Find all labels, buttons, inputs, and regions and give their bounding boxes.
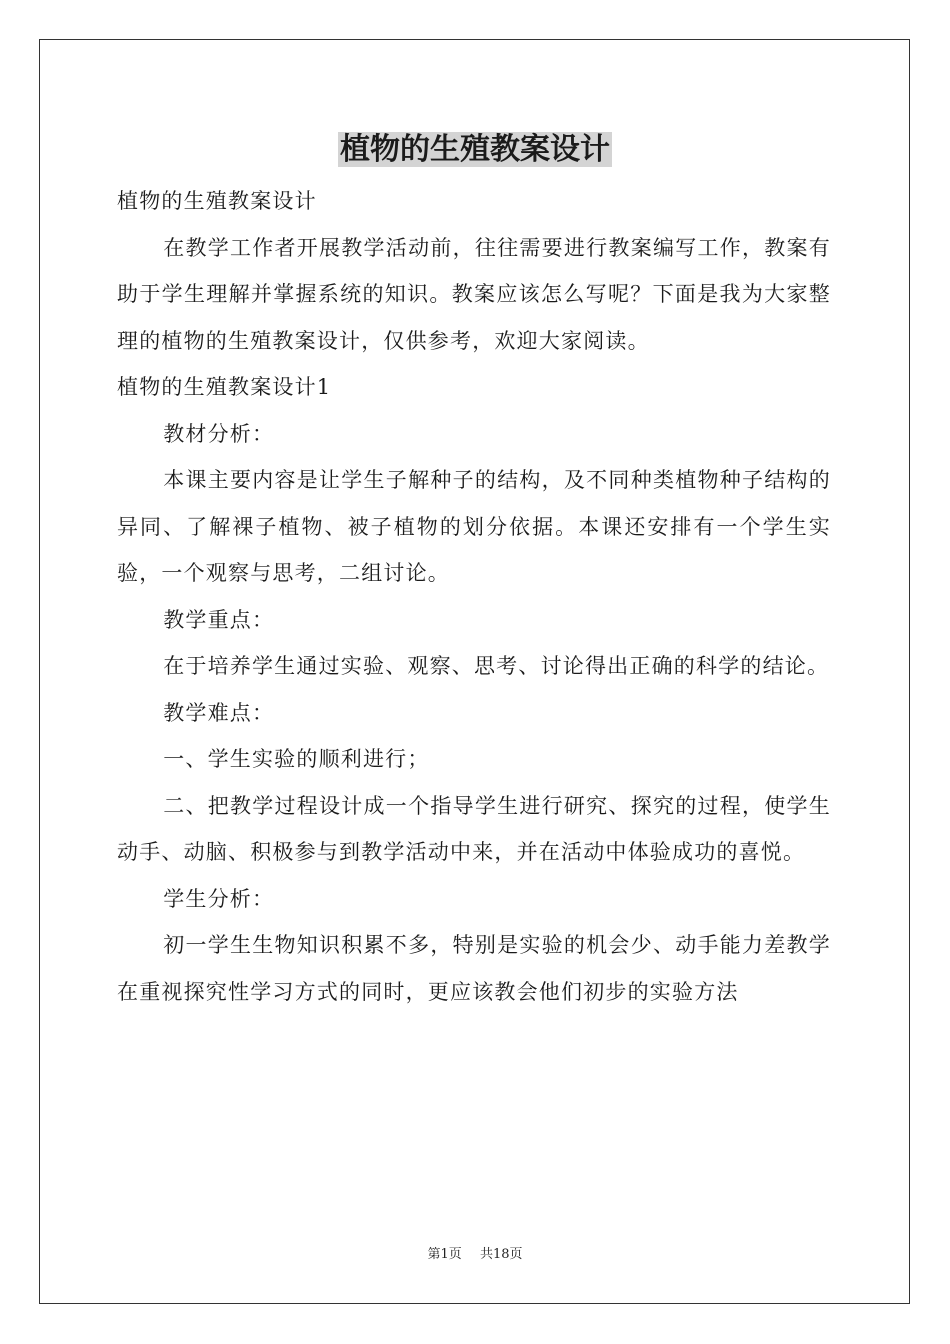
- body-paragraph: 一、学生实验的顺利进行；: [163, 747, 430, 771]
- body-paragraph: 在教学工作者开展教学活动前，往往需要进行教案编写工作，教案有助于学生理解并掌握系统的知识。教案应该怎么写呢？下面是我为大家整理的植物的生殖教案设计，仅供参考，欢迎大家阅读。: [117, 235, 831, 353]
- page-number: 第1页: [427, 1247, 462, 1262]
- body-paragraph: 教学难点：: [163, 700, 275, 725]
- body-paragraph: 学生分析：: [163, 886, 275, 911]
- body-paragraph: 初一学生生物知识积累不多，特别是实验的机会少、动手能力差教学在重视探究性学习方式的同时，更应该教会他们初步的实验方法: [117, 933, 831, 1004]
- body-paragraph: 教学重点：: [163, 607, 275, 632]
- body-paragraph: 本课主要内容是让学生子解种子的结构，及不同种类植物种子结构的异同、了解裸子植物、被子植物的划分依据。本课还安排有一个学生实验，一个观察与思考，二组讨论。: [117, 468, 831, 585]
- document-title: [0, 128, 950, 172]
- page-footer: [0, 1246, 950, 1264]
- body-paragraph: 教材分析：: [163, 421, 275, 446]
- document-body: [117, 178, 831, 1015]
- body-paragraph: 在于培养学生通过实验、观察、思考、讨论得出正确的科学的结论。: [163, 654, 830, 678]
- document-title-text: 植物的生殖教案设计: [340, 132, 610, 167]
- section-heading: 植物的生殖教案设计: [117, 189, 317, 213]
- body-paragraph: 二、把教学过程设计成一个指导学生进行研究、探究的过程，使学生动手、动脑、积极参与到教学活动中来，并在活动中体验成功的喜悦。: [117, 793, 831, 864]
- page-total: 共18页: [479, 1247, 523, 1262]
- section-heading: 植物的生殖教案设计1: [117, 375, 332, 399]
